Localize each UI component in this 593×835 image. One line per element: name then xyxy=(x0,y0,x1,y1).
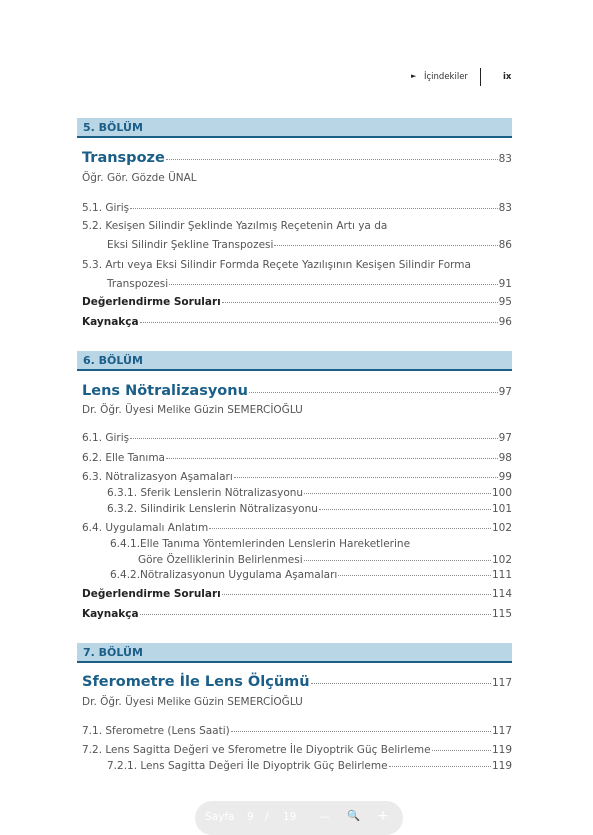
dot-leader xyxy=(130,208,497,209)
page-number: 114 xyxy=(491,588,512,600)
dot-leader xyxy=(222,302,498,303)
section-7-bar xyxy=(77,643,512,663)
section-6-bar xyxy=(77,351,512,371)
entry-text: Kaynakça xyxy=(82,608,139,620)
entry-text: Göre Özelliklerinin Belirlenmesi xyxy=(138,554,303,566)
entry-text: Eksi Silindir Şekline Transpozesi xyxy=(107,239,274,251)
header-title: İçindekiler xyxy=(424,72,468,82)
page-number: 119 xyxy=(491,760,512,772)
header-divider xyxy=(480,68,481,86)
page-number: 102 xyxy=(491,522,512,534)
dot-leader xyxy=(432,750,491,751)
header-page-number: ix xyxy=(503,72,512,82)
toc-subentry[interactable] xyxy=(138,554,512,566)
entry-text: Değerlendirme Soruları xyxy=(82,296,221,308)
entry-text: 7.1. Sferometre (Lens Saati) xyxy=(82,725,230,737)
dot-leader xyxy=(130,438,497,439)
entry-text: 6.3.2. Silindirik Lenslerin Nötralizasyonu xyxy=(107,503,318,515)
chapter-7-author: Dr. Öğr. Üyesi Melike Güzin SEMERCİOĞLU xyxy=(82,696,303,708)
toc-entry[interactable] xyxy=(82,452,512,464)
dot-leader xyxy=(209,528,491,529)
toc-entry[interactable] xyxy=(82,522,512,534)
entry-text: 5.1. Giriş xyxy=(82,202,130,214)
toc-entry[interactable] xyxy=(107,278,512,290)
toc-entry-references[interactable] xyxy=(82,608,512,620)
dot-leader xyxy=(166,159,498,160)
section-5-bar xyxy=(77,118,512,138)
toc-entry-review[interactable] xyxy=(82,588,512,600)
pager-label: Sayfa xyxy=(205,811,235,823)
page-number: 102 xyxy=(491,554,512,566)
page-number: 111 xyxy=(491,569,512,581)
section-7-label: 7. BÖLÜM xyxy=(83,646,143,659)
toc-entry-references[interactable] xyxy=(82,316,512,328)
dot-leader xyxy=(234,477,498,478)
page-number: 119 xyxy=(491,744,512,756)
entry-text: Değerlendirme Soruları xyxy=(82,588,221,600)
page-navigation-bar xyxy=(195,801,403,835)
toc-entry[interactable] xyxy=(107,239,512,251)
page-number: 101 xyxy=(491,503,512,515)
entry-text: 6.2. Elle Tanıma xyxy=(82,452,165,464)
dot-leader xyxy=(166,458,498,459)
pager-separator: / xyxy=(265,811,269,823)
dot-leader xyxy=(222,594,491,595)
page-number: 97 xyxy=(498,386,512,398)
dot-leader xyxy=(249,392,498,393)
entry-text: Kaynakça xyxy=(82,316,139,328)
entry-text: 6.4. Uygulamalı Anlatım xyxy=(82,522,209,534)
running-header xyxy=(0,71,593,87)
dot-leader xyxy=(140,322,498,323)
toc-subentry[interactable] xyxy=(107,760,512,772)
toc-subentry[interactable] xyxy=(107,503,512,515)
toc-entry[interactable] xyxy=(82,202,512,214)
zoom-in-button[interactable]: + xyxy=(377,808,389,824)
page-number: 86 xyxy=(498,239,512,251)
page-number: 97 xyxy=(498,432,512,444)
toc-entry[interactable] xyxy=(82,471,512,483)
dot-leader xyxy=(304,493,491,494)
total-pages: 19 xyxy=(283,811,297,823)
page-number: 96 xyxy=(498,316,512,328)
toc-subentry[interactable] xyxy=(110,569,512,581)
page-number: 91 xyxy=(498,278,512,290)
page-number: 98 xyxy=(498,452,512,464)
chapter-title-text: Transpoze xyxy=(82,150,165,166)
toc-subentry[interactable] xyxy=(107,487,512,499)
chapter-title-text: Lens Nötralizasyonu xyxy=(82,383,248,399)
page-number: 115 xyxy=(491,608,512,620)
toc-entry[interactable] xyxy=(82,744,512,756)
entry-text: 6.1. Giriş xyxy=(82,432,130,444)
page-number: 117 xyxy=(491,677,512,689)
section-6-label: 6. BÖLÜM xyxy=(83,354,143,367)
page-number: 83 xyxy=(498,202,512,214)
dot-leader xyxy=(274,245,497,246)
toc-entry-line1[interactable]: 5.3. Artı veya Eksi Silindir Formda Reçete Yazılışının Kesişen Silindir Forma xyxy=(82,259,471,271)
toc-subentry-line1[interactable]: 6.4.1.Elle Tanıma Yöntemlerinden Lenslerin Hareketlerine xyxy=(110,538,411,550)
dot-leader xyxy=(304,560,491,561)
dot-leader xyxy=(169,284,497,285)
page-number: 95 xyxy=(498,296,512,308)
dot-leader xyxy=(140,614,491,615)
chapter-6-title[interactable] xyxy=(82,383,512,399)
search-icon[interactable]: 🔍 xyxy=(347,810,361,822)
section-5-label: 5. BÖLÜM xyxy=(83,121,143,134)
chapter-5-title[interactable] xyxy=(82,150,512,166)
toc-entry-review[interactable] xyxy=(82,296,512,308)
toc-entry[interactable] xyxy=(82,432,512,444)
page-number: 83 xyxy=(498,153,512,165)
toc-entry-line1[interactable]: 5.2. Kesişen Silindir Şeklinde Yazılmış Reçetenin Artı ya da xyxy=(82,220,388,232)
chapter-6-author: Dr. Öğr. Üyesi Melike Güzin SEMERCİOĞLU xyxy=(82,404,303,416)
zoom-out-button[interactable]: — xyxy=(319,811,330,823)
entry-text: 6.4.2.Nötralizasyonun Uygulama Aşamaları xyxy=(110,569,338,581)
entry-text: 7.2. Lens Sagitta Değeri ve Sferometre İle Diyoptrik Güç Belirleme xyxy=(82,744,431,756)
chapter-title-text: Sferometre İle Lens Ölçümü xyxy=(82,674,310,690)
entry-text: 6.3. Nötralizasyon Aşamaları xyxy=(82,471,233,483)
entry-text: 6.3.1. Sferik Lenslerin Nötralizasyonu xyxy=(107,487,304,499)
dot-leader xyxy=(311,683,491,684)
chapter-7-title[interactable] xyxy=(82,674,512,690)
dot-leader xyxy=(231,731,491,732)
entry-text: Transpozesi xyxy=(107,278,169,290)
page-number: 117 xyxy=(491,725,512,737)
toc-entry[interactable] xyxy=(82,725,512,737)
dot-leader xyxy=(319,509,491,510)
page-number: 100 xyxy=(491,487,512,499)
current-page-input[interactable]: 9 xyxy=(247,811,254,823)
dot-leader xyxy=(389,766,491,767)
header-arrow-icon: ► xyxy=(411,72,417,80)
chapter-5-author: Öğr. Gör. Gözde ÜNAL xyxy=(82,172,197,184)
dot-leader xyxy=(338,575,491,576)
page-number: 99 xyxy=(498,471,512,483)
entry-text: 7.2.1. Lens Sagitta Değeri İle Diyoptrik Güç Belirleme xyxy=(107,760,388,772)
